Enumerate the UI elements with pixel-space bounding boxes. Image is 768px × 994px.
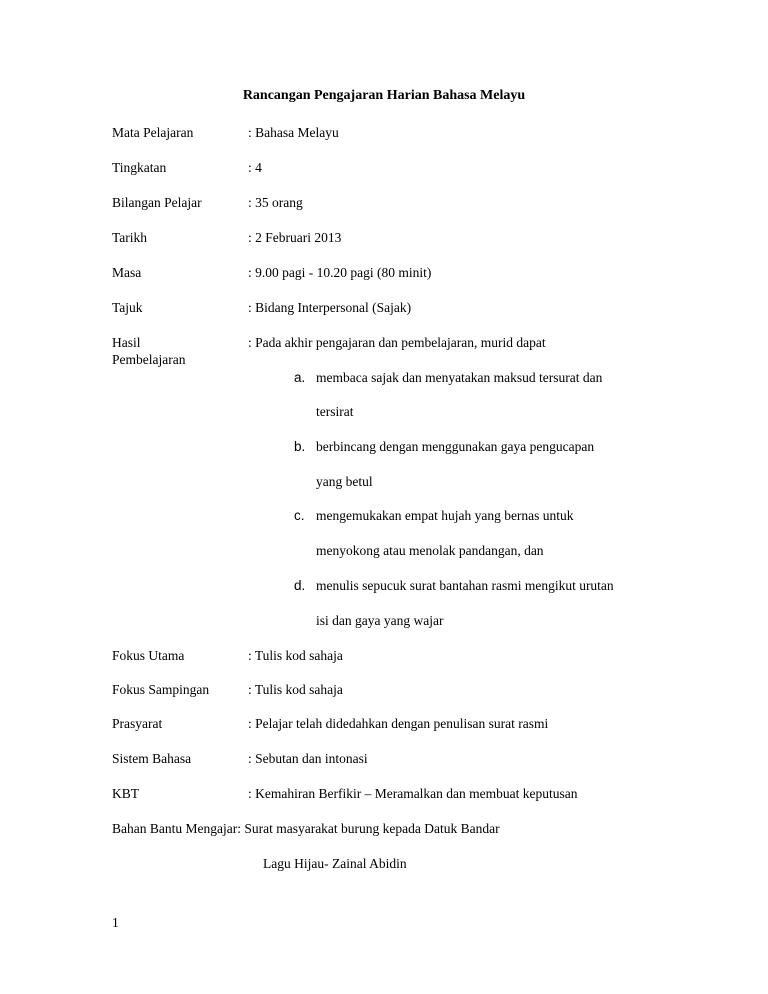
item-text-continuation: yang betul	[316, 474, 373, 489]
item-letter: d.	[294, 578, 306, 593]
item-letter: c.	[294, 508, 305, 523]
item-text: mengemukakan empat hujah yang bernas untuk	[316, 508, 574, 523]
label-bilangan-pelajar: Bilangan Pelajar	[112, 195, 202, 210]
item-text: berbincang dengan menggunakan gaya pengucapan	[316, 439, 595, 454]
bahan-bantu-mengajar: Bahan Bantu Mengajar: Surat masyarakat burung kepada Datuk Bandar	[112, 821, 500, 836]
value-fokus-sampingan: : Tulis kod sahaja	[248, 682, 343, 697]
value-tajuk: : Bidang Interpersonal (Sajak)	[248, 300, 412, 315]
item-letter: b.	[294, 439, 306, 454]
page-number: 1	[112, 915, 119, 930]
label-fokus-utama: Fokus Utama	[112, 648, 185, 663]
label-tajuk: Tajuk	[112, 300, 143, 315]
value-mata-pelajaran: : Bahasa Melayu	[248, 125, 339, 140]
label-pembelajaran: Pembelajaran	[112, 352, 186, 367]
value-hasil-pembelajaran: : Pada akhir pengajaran dan pembelajaran, murid dapat	[248, 335, 546, 350]
label-tingkatan: Tingkatan	[112, 160, 167, 175]
item-text-continuation: tersirat	[316, 404, 354, 419]
label-hasil: Hasil	[112, 335, 141, 350]
item-text-continuation: menyokong atau menolak pandangan, dan	[316, 543, 544, 558]
label-mata-pelajaran: Mata Pelajaran	[112, 125, 194, 140]
value-fokus-utama: : Tulis kod sahaja	[248, 648, 343, 663]
list-item	[294, 507, 574, 525]
label-sistem-bahasa: Sistem Bahasa	[112, 751, 192, 766]
label-prasyarat: Prasyarat	[112, 716, 163, 731]
page-title: Rancangan Pengajaran Harian Bahasa Melayu	[242, 88, 526, 103]
label-fokus-sampingan: Fokus Sampingan	[112, 682, 210, 697]
value-bilangan-pelajar: : 35 orang	[248, 195, 303, 210]
item-text: menulis sepucuk surat bantahan rasmi mengikut urutan	[316, 578, 614, 593]
value-prasyarat: : Pelajar telah didedahkan dengan penulisan surat rasmi	[248, 716, 549, 731]
label-tarikh: Tarikh	[112, 230, 148, 245]
list-item	[294, 438, 594, 456]
value-kbt: : Kemahiran Berfikir – Meramalkan dan membuat keputusan	[248, 786, 578, 801]
item-text: membaca sajak dan menyatakan maksud tersurat dan	[316, 370, 603, 385]
list-item	[294, 577, 614, 595]
value-tarikh: : 2 Februari 2013	[248, 230, 342, 245]
label-kbt: KBT	[112, 786, 139, 801]
value-sistem-bahasa: : Sebutan dan intonasi	[248, 751, 368, 766]
label-masa: Masa	[112, 265, 142, 280]
list-item	[294, 369, 602, 387]
value-masa: : 9.00 pagi - 10.20 pagi (80 minit)	[248, 265, 432, 280]
bahan-bantu-line2: Lagu Hijau- Zainal Abidin	[263, 856, 407, 871]
item-text-continuation: isi dan gaya yang wajar	[316, 613, 444, 628]
value-tingkatan: : 4	[248, 160, 262, 175]
item-letter: a.	[294, 370, 306, 385]
